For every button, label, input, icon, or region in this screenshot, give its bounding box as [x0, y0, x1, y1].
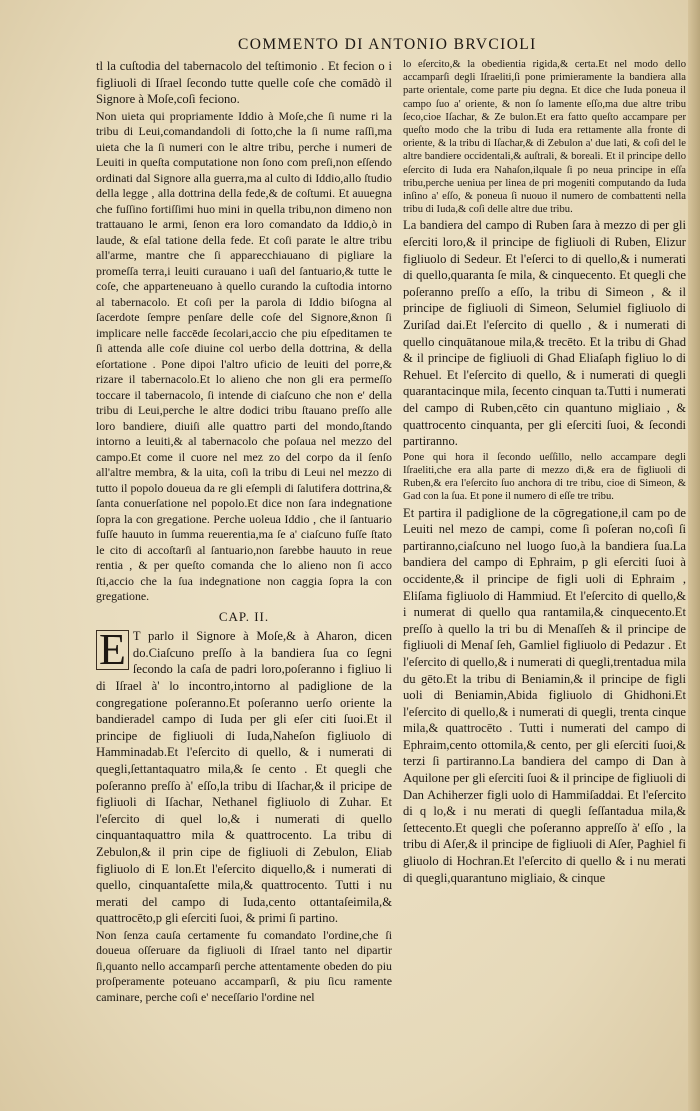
right-column [403, 58, 686, 887]
left-paragraph-scripture-2 [96, 625, 392, 927]
right-paragraph-commentary-2: Pone qui hora il ſecondo ueſſillo, nello accampare degli Iſraeliti,che era alla parte di mezzo dì,& era de figliuoli di Ruben,& era l'eſercito ſuo anchora di tre tribu, cioe di Simeon, & Gad con la ſua. Et pone il numero di eſſe tre tribu. [403, 451, 686, 503]
left-paragraph-scripture-1: tl la cuſtodia del tabernacolo del teſtimonio . Et fecion o i figliuoli di Iſrael ſecondo tutte quelle coſe che comādò il Signore à Moſe,coſi fecionо. [96, 59, 392, 107]
right-paragraph-scripture-1: La bandiera del campo di Ruben ſara à mezzo di per gli eſerciti loro,& il principe de figliuoli di Ruben, Elizur figliuolo di Sedeur. Et l'eſerci to di quello,& i numerati di quello,quaranta ſe mila, & cinquecento. Et quegli che poſeranno preſſo a eſſo, la tribu di Simeon , & il principe de figliuoli di Simeon, Selumiel figliuolo di Zuriſad dai.Et l'eſercito di quello , & i numerati di quello cinquātanoue mila,& trecēto. Et la tribu di Ghad & il principe de figliuoli di Ghad Eliaſaph figliuo lo di Rehuel. Et l'eſercito di quello, & i numerati di quegli quarantacinque mila, ſecento cinquan ta.Tutti i numerati del campo di Ruben,cēto cin quantuno migliaio , & quattrocento cinquanta, per gli eſerciti ſuoi, & ſecondi partiranno. [403, 218, 686, 449]
page-edge [688, 0, 700, 1111]
left-paragraph-commentary-1: Non uieta qui propriamente Iddio à Moſe,che ſi nume ri la tribu di Leui,comandandoli di ſotto,che la ſi nume raſſi,ma uieta che la ſi numeri con le altre tribu, perche i numeri de Leuiti in queſta computatione non ſono com preſi,non eſſendo ordinati dal Signore alla guerra,ma al culto di Iddio,allo ſtudio della legge , alla dottrina della fede,& de coſtumi. Et auuegna che fuſſino fortiſſimi huo mini in quella tribu,non dimeno non trattauano le armi, ſenon era loro comandato da Iddio,ò in laude, & eſal tatione della fede. Et coſi parate le altre tribu all'arme, mantre che ſi apparecchiauano di pigliare la promeſſa terra,i leuiti curauano i uaſi del ſantuario,& tutte le coſe, che apparteneuano à quello curando la cuſtodia intorno al tabernacolo. Et coſi per la parola di Iddio biſogna al ſacerdote ſempre penſare delle coſe del Signore,&non ſi implicare nelle faccēde ſecolari,accio che piu eſpeditamen te ſi attenda alle coſe diuine col uerbo della dottrina, & della eſortatione . Pone dipoi l'altro uficio de leuiti del porre,& rizare il tabernacolo.Et lo alieno che non gli era permeſſo toccare il tabernacolo, ſi intende di ciaſcuno che non e' della tribu di Leui,perche le altre dodici tribu ſtauano preſſo alle loro bandiere, diuiſi alle quattro parti del mondo,ſtando intorno a leuiti,& al tabernacolo che poſaua nel mezzo del campo.Et come il cuore nel mez zo del corpo da il ſenſo all'altre membra, & la uita, coſi la tribu di Leui nel mezzo di tutto il popolo doueua da re gli eſempli di ſalutifera dottrina,& ſanta conuerſatione nel popolo.Et dice non ſara indegnatione ſopra la con gregatione. Perche uoleua Iddio , che il ſantuario fuſſe hauuto in ſumma reuerentia,ma ſe a' ciaſcuno fuſſe ſtato le cito di accoſtarſi al ſantuario,non ſarebbe hauuto in reue rentia , & per queſto comanda che lo alieno non ſi acco ſti,accio che la ſua indegnatione non caggia ſopra la con gregatione. [96, 108, 392, 604]
scripture-text: T parlo il Signore à Moſe,& à Aharon, dicen do.Ciaſcuno preſſo à la bandiera ſua co ſegni ſecondo la caſa de padri loro,poſeranno i figliuo li di Iſrael à' lo incontro,intorno al padiglione de la congregatione poſeranno.Et poſeranno uerſo oriente la bandieradel campo di Iuda per gli eſer citi ſuoi.Et il principe de figliuoli di Iuda,Naheſon figliuolo di Hamminadab.Et l'eſercito di quello, & i numerati di quegli,ſettantaquatro mila,& ſe cento . Et quegli che poſeranno preſſo à' eſſo,la tribu di Iſachar,& il pricipe de figliuoli di Iſachar, Nethanel figliuolo di Zuhar. Et l'eſercito di quel lo,& i numerati di quello cinquantaquattro mila & quattrocento. La tribu di Zebulon,& il prin cipe de figliuoli di Zebulon, Eliab figliuolo di E lon.Et l'eſercito diquello,& i numerati di quello, cinquantaſette mila,& quattrocento. Tutti i nu merati del campo di Iuda,cento ottantaſeimila,& quattrocēto,p gli eſerciti ſuoi, & primi ſi partino. [96, 629, 392, 926]
drop-cap-letter: E [96, 630, 129, 670]
left-paragraph-commentary-2: Non ſenza cauſa certamente fu comandato l'ordine,che ſi doueua oſſeruare da figliuoli di Iſrael tanto nel dipartir ſi,quanto nello accamparſi perche attentamente obeden do piu proſperamente poteuano accamparſi, & piu ſicu ramente caminare, perche coſi e' neceſſario l'ordine nel [96, 927, 392, 1004]
running-head: COMMENTO DI ANTONIO BRVCIOLI [238, 36, 537, 53]
chapter-heading: CAP. II. [218, 608, 270, 624]
right-paragraph-scripture-2: Et partira il padiglione de la cōgregatione,il cam po de Leuiti nel mezo de campi, come ſi poſeran no,coſi ſi partiranno,ciaſcuno nel luogo ſuo,à la bandiera ſua.La bandiera del campo di Ephraim, p gli eſerciti ſuoi à occidente,& il principe de figli uoli di Ephraim , Eliſama figliuolo di Hammiud. Et l'eſercito di quello,& i numerat di quello qua rantamila,& cinquecento.Et preſſo à quello la tri bu di Menaſſeh & il principe de figliuoli di Menaſ ſeh, Gamliel figliuolo di Pedazur . Et l'eſercito di quello,& i numerati di quegli,trentadua mila du gēto.Et la tribu di Beniamin,& il principe de figli uoli di Beniamin,Abida figliuolo di Ghidhoni.Et l'eſercito di quello,& i numerati di quegli, trenta cinque mila,& quattrocēto . Tutti i numerati del campo di Ephraim,cento ottomila,& cento, per gli eſerciti ſuoi,& terzi ſi partiranno.La bandiera del campo di Dan à Aquilone per gli eſerciti ſuoi & il principe de figliuoli di Dan Achiherzer figli uolo di Hammiſaddai. Et l'eſercito di q lo,& i nu merati di quegli ſeſſantadua mila,& ſettecento.Et quegli che poſeranno appreſſo à' eſſo , la tribu di Aſer,& il principe de figliuoli di Aſer, Paghiel fi gliuolo di Hochran.Et l'eſercito di quello & i nu merati di quegli,quarantuno migliaio, & cinque [403, 505, 686, 885]
right-paragraph-commentary-1: lo eſercito,& la obedientia rigida,& certa.Et nel modo dello accamparſi degli Iſraeliti,ſi pone primieramente la bandiera alla parte orientale, come parte piu degna. Et dice che Iuda poneua il campo ſuo a' oriente, & non ſo lamente eſſo,ma due altre tribu ſeco,cioe Iſachar, & Ze bulon.Et era fatto queſto accampare per queſto modo che la tribu di Iuda era rettamente alla fronte di oriente, & la tribu di Iſachar,& di Zebulon a' due lati, & coſi del le altre bandiere occidentali,& auſtrali, & boreali. Et il principe dello eſercito di Iuda era Nahaſon,ilquale ſi po neua principe in eſſa tribu,perche ueniua per linea de pri mogeniti computando da Iuda inſino a' eſſo, & poneua ſi nuouo il numero de combattenti nella tribu di Iuda,& coſi delle altre due tribu. [403, 59, 686, 216]
left-column [96, 58, 392, 1006]
